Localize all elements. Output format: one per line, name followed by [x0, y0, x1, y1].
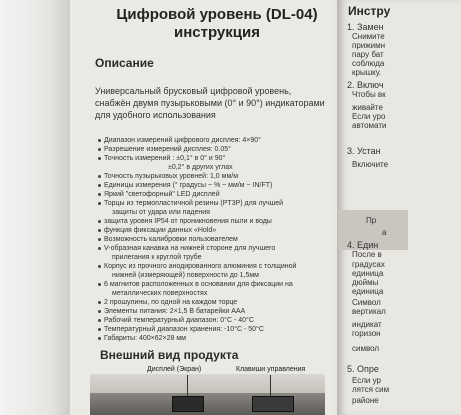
- spec-item: функция фиксации данных «Hold»: [98, 226, 216, 235]
- spec-item: Яркий "светофорный" LED дисплей: [98, 190, 220, 199]
- spec-item: Габариты: 400×62×28 мм: [98, 334, 186, 343]
- right-line: единица: [352, 269, 384, 278]
- right-line: символ: [352, 344, 380, 353]
- spec-item: Точность пузырьковых уровней: 1,0 мм/м: [98, 172, 238, 181]
- right-line: индикат: [352, 320, 382, 329]
- spec-item: Температурный диапазон хранения: -10°С - 50°С: [98, 325, 264, 334]
- spec-item: 2 прошулины, по одной на каждом торце: [98, 298, 237, 307]
- right-line: единица: [352, 287, 384, 296]
- right-line: Пр: [366, 216, 377, 225]
- right-line: районе: [352, 396, 379, 405]
- right-line: 4. Един: [347, 240, 379, 250]
- right-heading: Инстру: [348, 4, 391, 18]
- right-line: дюймы: [352, 278, 379, 287]
- right-line: вертикал: [352, 307, 386, 316]
- right-line: Снимите: [352, 32, 385, 41]
- right-line: 3. Устан: [347, 146, 381, 156]
- display-label: Дисплей (Экран): [147, 366, 202, 373]
- right-line: пару бат: [352, 50, 384, 59]
- page-subtitle: инструкция: [174, 24, 260, 41]
- right-line: а: [382, 228, 387, 237]
- spec-item-cont: металлических поверхностях: [112, 290, 208, 297]
- right-line: Символ: [352, 298, 381, 307]
- right-line: Чтобы вк: [352, 90, 386, 99]
- right-line: После в: [352, 250, 382, 259]
- right-line: горизон: [352, 329, 381, 338]
- right-line: лятся сим: [352, 385, 390, 394]
- intro-line: снабжён двумя пузырьковыми (0° и 90°) индикаторами: [95, 98, 325, 108]
- spec-item: Точность измерений : ±0,1° в 0° и 90°: [98, 154, 225, 163]
- spec-item-cont: защиты от удара или падения: [112, 209, 210, 216]
- spec-item: 6 магнитов расположенных в основании для фиксации на: [98, 280, 293, 289]
- right-line: автомати: [352, 121, 387, 130]
- spec-item: Единицы измерения (° градусы ~ % ~ мм/м ~ IN/FT): [98, 181, 272, 190]
- spec-item: Элементы питания: 2×1,5 В батарейки AAA: [98, 307, 245, 316]
- left-margin: [0, 0, 70, 415]
- spec-item: Разрешение измерений дисплея: 0.05°: [98, 145, 231, 154]
- callout-line: [270, 375, 271, 396]
- spec-item: Возможность калибровки пользователем: [98, 235, 238, 244]
- spec-item: защита уровня IP54 от проникновения пыли и воды: [98, 217, 272, 226]
- keys-label: Клавиши управления: [236, 366, 306, 373]
- right-line: градусах: [352, 260, 385, 269]
- right-line: крышку.: [352, 68, 382, 77]
- spec-item: Торцы из термопластичной резины (PT3P) для лучшей: [98, 199, 283, 208]
- callout-line: [187, 375, 188, 396]
- intro-line: Универсальный брусковый цифровой уровень,: [95, 86, 292, 96]
- right-line: соблюда: [352, 59, 385, 68]
- spec-item-cont: нижней (измеряющей) поверхности до 1,5мм: [112, 272, 259, 279]
- device-display: [172, 396, 204, 412]
- right-line: 1. Замен: [347, 22, 384, 32]
- page-title: Цифровой уровень (DL-04): [116, 6, 318, 23]
- spec-item: Диапазон измерений цифрового дисплея: 4×90°: [98, 136, 261, 145]
- right-line: 2. Включ: [347, 80, 384, 90]
- description-heading: Описание: [95, 56, 154, 70]
- spec-item-cont: прилегания к круглой трубе: [112, 254, 202, 261]
- right-line: прижимн: [352, 41, 385, 50]
- spec-item: Корпус из прочного анодированного алюминия с толщиной: [98, 262, 296, 271]
- right-line: живайте: [352, 103, 383, 112]
- right-line: 5. Опре: [347, 364, 379, 374]
- spec-item: Рабочий температурный диапазон: 0°С - 40°С: [98, 316, 254, 325]
- device-control-keys: [252, 396, 294, 412]
- spec-item-cont: ±0,2° в других углах: [168, 164, 233, 171]
- intro-line: для удобного использования: [95, 110, 216, 120]
- right-line: Включите: [352, 160, 389, 169]
- spec-item: V-образная канавка на нижней стороне для лучшего: [98, 244, 275, 253]
- right-line: Если уро: [352, 112, 386, 121]
- right-line: Если ур: [352, 376, 381, 385]
- external-view-heading: Внешний вид продукта: [100, 348, 239, 362]
